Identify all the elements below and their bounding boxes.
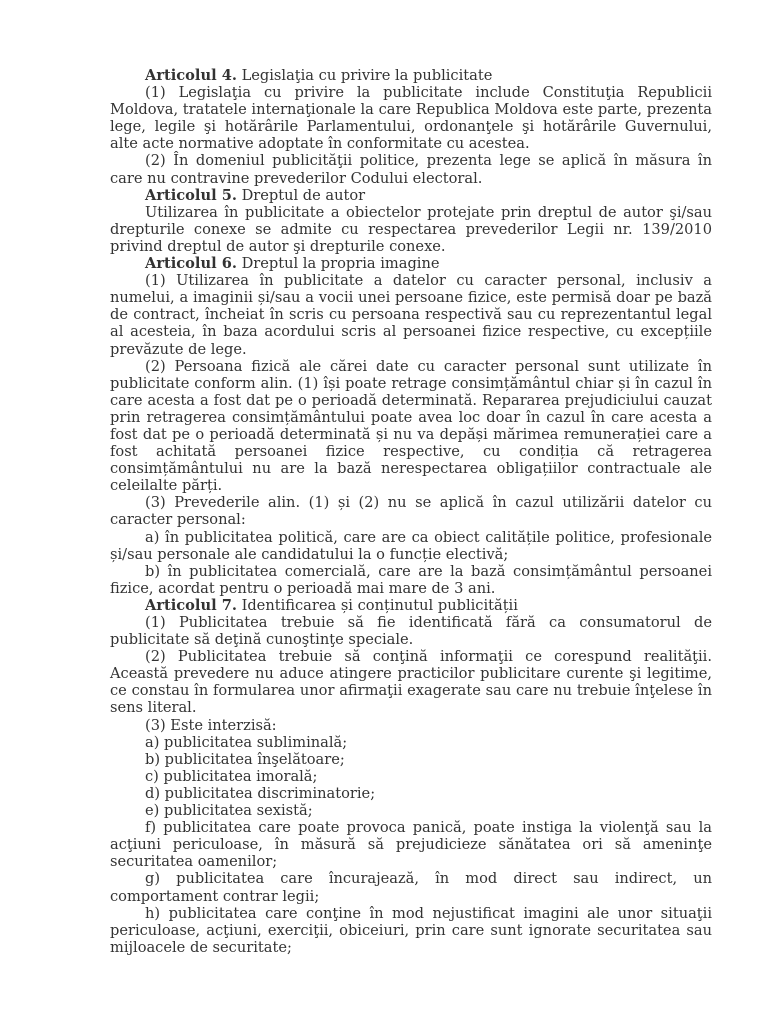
list-item: a) publicitatea subliminală; [145, 733, 348, 751]
list-item: c) publicitatea imorală; [145, 767, 318, 785]
paragraph: (3) Este interzisă: [145, 716, 277, 734]
list-item: e) publicitatea sexistă; [145, 802, 313, 820]
article-title: Dreptul de autor [241, 186, 366, 204]
paragraph: (1) Publicitatea trebuie să fie identificată fără ca consumatorul de publicitate să deţină cunoştinţe speciale. [110, 614, 712, 649]
paragraph: (2) În domeniul publicităţii politice, prezenta lege se aplică în măsura în care nu contravine prevederilor Codului electoral. [110, 152, 712, 187]
list-item: b) publicitatea înşelătoare; [145, 750, 345, 768]
article-title: Dreptul la propria imagine [241, 255, 440, 273]
paragraph: Utilizarea în publicitate a obiectelor protejate prin dreptul de autor şi/sau drepturile conexe se admite cu respectarea prevederilor Legii nr. 139/2010 privind dreptul de autor şi drepturile conexe. [110, 203, 712, 255]
article-heading [110, 597, 712, 614]
paragraph: (3) Prevederile alin. (1) și (2) nu se aplică în cazul utilizării datelor cu caracter personal: [110, 494, 712, 529]
article-heading [110, 187, 712, 204]
article-number: Articolul 6. [145, 255, 237, 273]
paragraph: (1) Legislaţia cu privire la publicitate include Constituţia Republicii Moldova, tratatele internaţionale la care Republica Moldova este parte, prezenta lege, legile şi hotărârile Parlamentului, ordonanţele şi hotărârile Guvernului, alte acte normative adoptate în conformitate cu acestea. [110, 84, 712, 153]
article-heading [110, 255, 712, 272]
paragraph: (2) Persoana fizică ale cărei date cu caracter personal sunt utilizate în publicitate conform alin. (1) își poate retrage consimțământul chiar și în cazul în care acesta a fost dat pe o perioadă determinată. Repararea prejudiciului cauzat prin retragerea consimțământului poate avea loc doar în cazul în care acesta a fost dat pe o perioadă determinată și nu va depăși mărimea remunerației care a fost achitată persoanei fizice respective, cu condiția că retragerea consimțământului nu are la bază nerespectarea obligațiilor contractuale ale celeilalte părți. [110, 357, 712, 495]
article-heading [110, 67, 712, 84]
list-item: d) publicitatea discriminatorie; [145, 784, 376, 802]
article-title: Legislaţia cu privire la publicitate [241, 67, 493, 84]
article-title: Identificarea și conținutul publicității [241, 596, 518, 614]
list-item: b) în publicitatea comercială, care are la bază consimțământul persoanei fizice, acordat pentru o perioadă mai mare de 3 ani. [110, 562, 712, 597]
list-item: h) publicitatea care conţine în mod nejustificat imagini ale unor situaţii periculoase, acţiuni, exerciţii, obiceiuri, prin care sunt ignorate securitatea sau mijloacele de securitate; [110, 904, 712, 956]
list-item: f) publicitatea care poate provoca panică, poate instiga la violenţă sau la acţiuni periculoase, în măsură să prejudicieze sănătatea ori să ameninţe securitatea oamenilor; [110, 819, 712, 871]
list-item: a) în publicitatea politică, care are ca obiect calitățile politice, profesionale și/sau personale ale candidatului la o funcție electivă; [110, 528, 712, 563]
paragraph: (1) Utilizarea în publicitate a datelor cu caracter personal, inclusiv a numelui, a imaginii și/sau a vocii unei persoane fizice, este permisă doar pe bază de contract, încheiat în scris cu persoana respectivă sau cu reprezentantul legal al acesteia, în baza acordului scris al persoanei fizice respective, cu excepțiile prevăzute de lege. [110, 272, 712, 358]
article-number: Articolul 4. [145, 67, 237, 84]
article-number: Articolul 5. [145, 186, 237, 204]
article-number: Articolul 7. [145, 596, 237, 614]
document-page [110, 67, 712, 956]
list-item: g) publicitatea care încurajează, în mod direct sau indirect, un comportament contrar legii; [110, 870, 712, 905]
paragraph: (2) Publicitatea trebuie să conţină informaţii ce corespund realităţii. Această prevedere nu aduce atingere practicilor publicitare curente şi legitime, ce constau în formularea unor afirmaţii exagerate sau care nu trebuie înţelese în sens literal. [110, 648, 712, 717]
